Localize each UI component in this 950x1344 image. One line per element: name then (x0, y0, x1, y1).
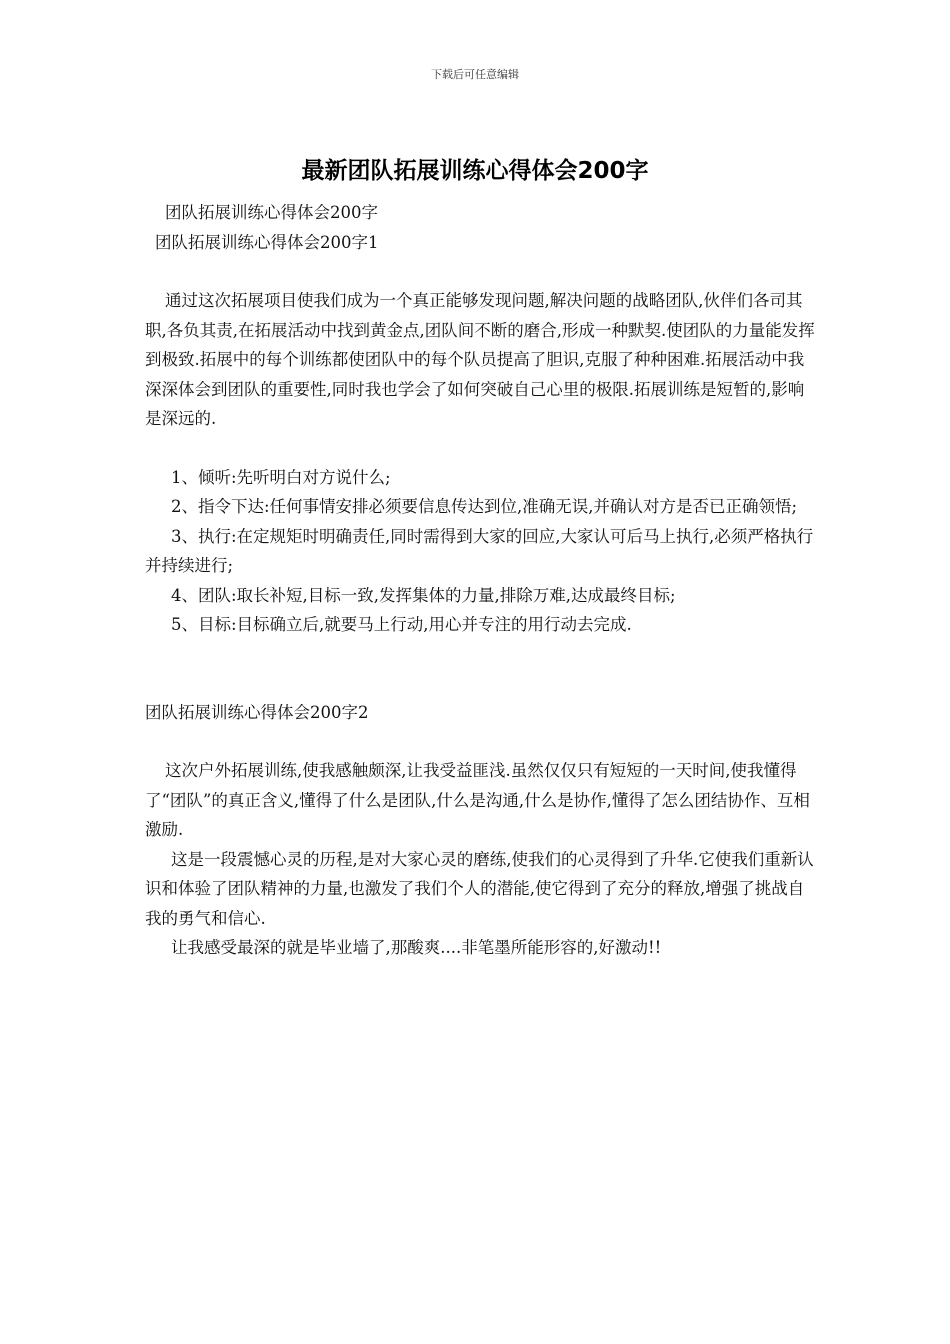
list-item: 3、执行:在定规矩时明确责任,同时需得到大家的回应,大家认可后马上执行,必须严格执行并持续进行; (145, 526, 814, 575)
section-2-paragraph: 这次户外拓展训练,使我感触颇深,让我受益匪浅.虽然仅仅只有短短的一天时间,使我懂得了“团队”的真正含义,懂得了什么是团队,什么是沟通,什么是协作,懂得了怎么团结协作、互相激励. (145, 761, 810, 839)
section-2-heading: 团队拓展训练心得体会200字2 (145, 702, 369, 722)
document-title: 最新团队拓展训练心得体会200字 (301, 158, 649, 184)
list-item: 4、团队:取长补短,目标一致,发挥集体的力量,排除万难,达成最终目标; (171, 585, 676, 605)
list-item: 2、指令下达:任何事情安排必须要信息传达到位,准确无误,并确认对方是否已正确领悟; (171, 497, 798, 516)
section-2-paragraph: 让我感受最深的就是毕业墙了,那酸爽....非笔墨所能形容的,好激动!! (171, 938, 662, 957)
header-note: 下载后可任意编辑 (431, 68, 519, 81)
list-item: 5、目标:目标确立后,就要马上行动,用心并专注的用行动去完成. (171, 615, 632, 634)
subtitle: 团队拓展训练心得体会200字 (165, 203, 378, 222)
list-item: 1、倾听:先听明白对方说什么; (171, 467, 391, 487)
section-1-heading: 团队拓展训练心得体会200字1 (155, 232, 379, 252)
document-body (145, 198, 815, 963)
section-2-paragraph: 这是一段震憾心灵的历程,是对大家心灵的磨练,使我们的心灵得到了升华.它使我们重新认识和体验了团队精神的力量,也激发了我们个人的潜能,使它得到了充分的释放,增强了挑战自我的勇气和信心. (145, 849, 814, 928)
section-1-paragraph: 通过这次拓展项目使我们成为一个真正能够发现问题,解决问题的战略团队,伙伴们各司其职,各负其责,在拓展活动中找到黄金点,团队间不断的磨合,形成一种默契.使团队的力量能发挥到极致.拓展中的每个训练都使团队中的每个队员提高了胆识,克服了种种困难.拓展活动中我深深体会到团队的重要性,同时我也学会了如何突破自己心里的极限.拓展训练是短暂的,影响是深远的. (145, 291, 815, 428)
